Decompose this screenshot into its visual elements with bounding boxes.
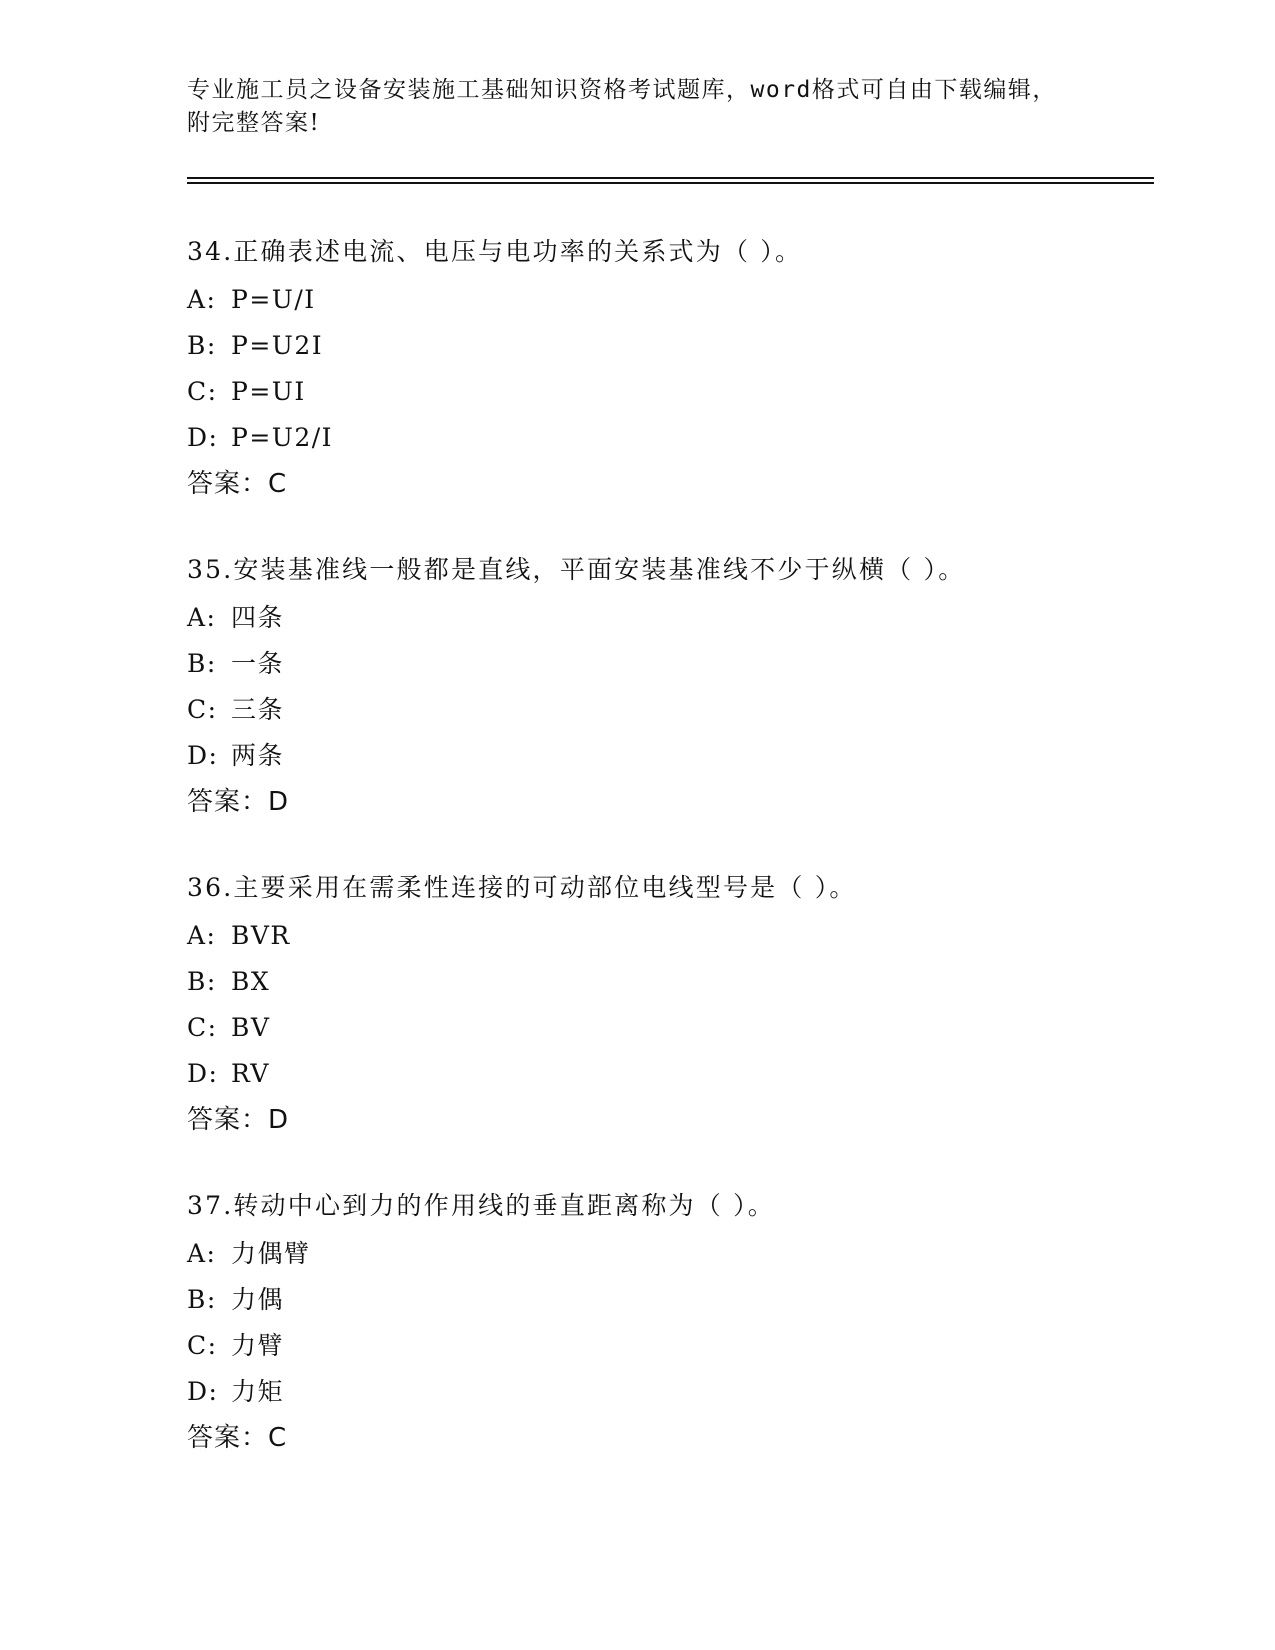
option-key: A: bbox=[187, 1239, 217, 1268]
question-stem: 36.主要采用在需柔性连接的可动部位电线型号是（ ）。 bbox=[187, 873, 857, 902]
option-d bbox=[187, 734, 1147, 780]
answer-line: 答案：D bbox=[187, 1105, 290, 1135]
document-header bbox=[187, 74, 1087, 140]
header-text-word: word bbox=[750, 77, 812, 103]
option-a bbox=[187, 278, 1147, 324]
option-a bbox=[187, 1232, 1147, 1278]
question-item bbox=[187, 866, 1147, 1184]
header-line-2: 附完整答案! bbox=[187, 110, 321, 136]
option-key: B: bbox=[187, 649, 217, 678]
option-key: C: bbox=[187, 1331, 218, 1360]
option-key: A: bbox=[187, 921, 217, 950]
question-item bbox=[187, 1184, 1147, 1502]
question-stem: 37.转动中心到力的作用线的垂直距离称为（ ）。 bbox=[187, 1191, 776, 1220]
option-text: 力偶臂 bbox=[231, 1239, 311, 1268]
option-text: BV bbox=[231, 1013, 271, 1042]
option-text: 力臂 bbox=[231, 1331, 285, 1360]
option-key: C: bbox=[187, 695, 218, 724]
option-text: BVR bbox=[231, 921, 291, 950]
question-stem: 35.安装基准线一般都是直线，平面安装基准线不少于纵横（ ）。 bbox=[187, 555, 966, 584]
option-c bbox=[187, 1324, 1147, 1370]
option-key: B: bbox=[187, 967, 217, 996]
option-a bbox=[187, 596, 1147, 642]
option-key: B: bbox=[187, 331, 217, 360]
option-key: C: bbox=[187, 377, 218, 406]
option-key: D: bbox=[187, 1377, 219, 1406]
question-item bbox=[187, 230, 1147, 548]
header-text-suffix: 格式可自由下载编辑， bbox=[811, 77, 1057, 103]
answer-line: 答案：D bbox=[187, 787, 290, 817]
option-key: A: bbox=[187, 285, 217, 314]
option-text: P=UI bbox=[231, 377, 306, 406]
option-text: 一条 bbox=[231, 649, 285, 678]
option-text: 两条 bbox=[231, 741, 285, 770]
option-c bbox=[187, 370, 1147, 416]
option-text: P=U2/I bbox=[231, 423, 334, 452]
option-d bbox=[187, 1370, 1147, 1416]
header-divider-bottom bbox=[187, 182, 1154, 184]
header-divider-top bbox=[187, 177, 1154, 179]
option-text: 力偶 bbox=[231, 1285, 285, 1314]
option-b bbox=[187, 1278, 1147, 1324]
option-text: BX bbox=[231, 967, 271, 996]
question-item bbox=[187, 548, 1147, 866]
question-stem: 34.正确表述电流、电压与电功率的关系式为（ ）。 bbox=[187, 237, 803, 266]
option-b bbox=[187, 324, 1147, 370]
option-d bbox=[187, 1052, 1147, 1098]
answer-line: 答案：C bbox=[187, 1423, 288, 1453]
header-line-1 bbox=[187, 74, 1087, 107]
option-text: 三条 bbox=[231, 695, 285, 724]
option-key: D: bbox=[187, 741, 219, 770]
option-text: P=U2I bbox=[231, 331, 324, 360]
option-b bbox=[187, 960, 1147, 1006]
option-a bbox=[187, 914, 1147, 960]
option-key: C: bbox=[187, 1013, 218, 1042]
option-key: B: bbox=[187, 1285, 217, 1314]
option-text: P=U/I bbox=[231, 285, 316, 314]
option-key: D: bbox=[187, 423, 219, 452]
option-key: A: bbox=[187, 603, 217, 632]
option-c bbox=[187, 1006, 1147, 1052]
option-text: RV bbox=[231, 1059, 270, 1088]
option-key: D: bbox=[187, 1059, 219, 1088]
option-c bbox=[187, 688, 1147, 734]
header-text-prefix: 专业施工员之设备安装施工基础知识资格考试题库， bbox=[187, 77, 751, 103]
question-list bbox=[187, 230, 1147, 1502]
option-text: 四条 bbox=[231, 603, 285, 632]
option-text: 力矩 bbox=[231, 1377, 285, 1406]
option-d bbox=[187, 416, 1147, 462]
answer-line: 答案：C bbox=[187, 469, 288, 499]
option-b bbox=[187, 642, 1147, 688]
